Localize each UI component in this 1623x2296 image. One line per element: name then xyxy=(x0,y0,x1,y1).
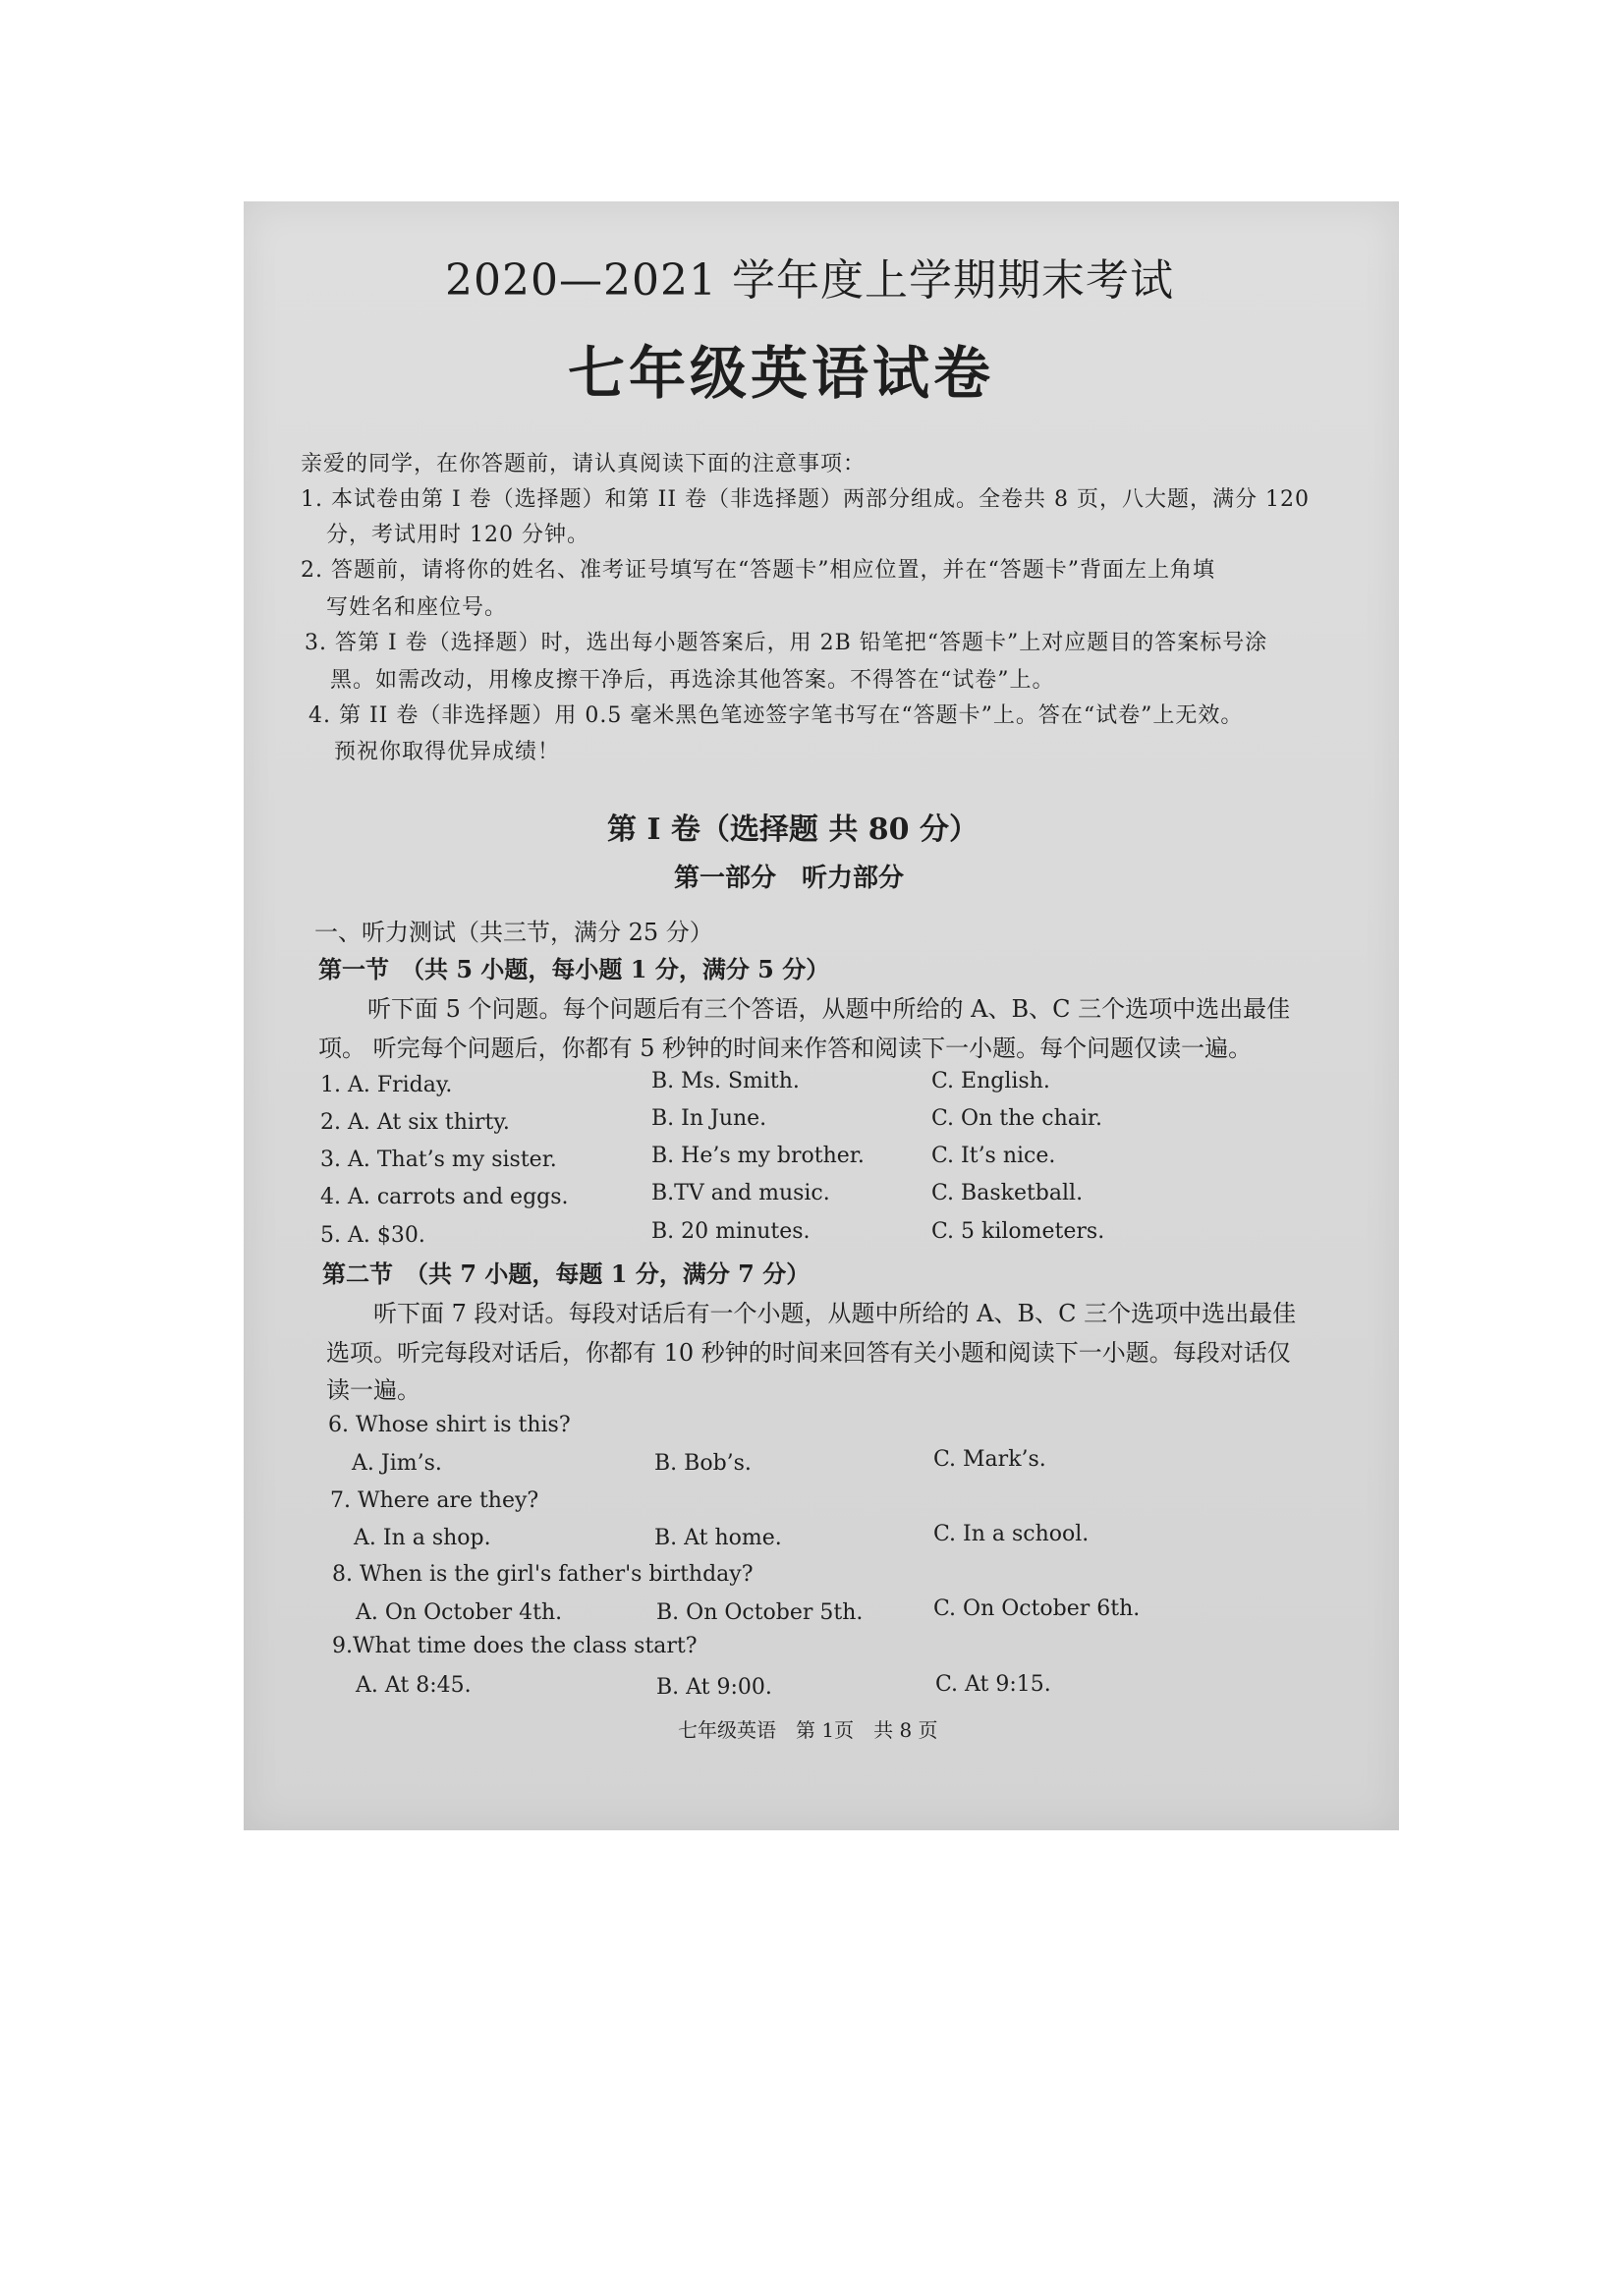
instruction-3-cont: 黑。如需改动，用橡皮擦干净后，再选涂其他答案。不得答在“试卷”上。 xyxy=(330,668,1055,693)
option-b: B. At home. xyxy=(654,1526,782,1550)
section2-directions-cont: 选项。听完每段对话后，你都有 10 秒钟的时间来回答有关小题和阅读下一小题。每段对话仅 xyxy=(326,1339,1291,1367)
option-b: B. 20 minutes. xyxy=(651,1219,811,1244)
option-a: A. Jim’s. xyxy=(352,1451,442,1476)
option-c: C. At 9:15. xyxy=(935,1672,1051,1697)
option-c: C. On October 6th. xyxy=(933,1596,1141,1621)
option-c: C. On the chair. xyxy=(931,1106,1102,1131)
option-a: A. At 8:45. xyxy=(356,1673,472,1698)
instruction-4-cont: 预祝你取得优异成绩！ xyxy=(334,740,561,764)
option-a: 4. A. carrots and eggs. xyxy=(320,1185,569,1209)
question-stem: 6. Whose shirt is this? xyxy=(328,1413,571,1437)
option-c: C. Basketball. xyxy=(931,1181,1084,1205)
section1-directions: 听下面 5 个问题。每个问题后有三个答语，从题中所给的 A、B、C 三个选项中选出最佳 xyxy=(367,995,1291,1023)
part1-subtitle: 第一部分 听力部分 xyxy=(674,864,905,893)
instruction-3: 3. 答第 I 卷（选择题）时，选出每小题答案后，用 2B 铅笔把“答题卡”上对应题目的答案标号涂 xyxy=(305,631,1268,655)
option-c: C. 5 kilometers. xyxy=(931,1219,1105,1244)
question-stem: 7. Where are they? xyxy=(330,1488,539,1513)
option-b: B. In June. xyxy=(651,1106,767,1131)
section2-heading: 第二节 （共 7 小题，每题 1 分，满分 7 分） xyxy=(322,1260,811,1288)
question-stem: 9.What time does the class start? xyxy=(332,1634,698,1658)
section2-directions-end: 读一遍。 xyxy=(326,1376,420,1404)
option-b: B. Bob’s. xyxy=(654,1451,752,1476)
option-a: 1. A. Friday. xyxy=(320,1073,453,1097)
option-b: B. Ms. Smith. xyxy=(651,1069,800,1093)
option-c: C. It’s nice. xyxy=(931,1144,1056,1168)
part1-title: 第 I 卷（选择题 共 80 分） xyxy=(607,812,979,847)
instruction-2: 2. 答题前，请将你的姓名、准考证号填写在“答题卡”相应位置，并在“答题卡”背面左上角填 xyxy=(301,558,1215,583)
question-stem: 8. When is the girl's father's birthday? xyxy=(332,1562,754,1587)
option-c: C. In a school. xyxy=(933,1522,1090,1546)
exam-title: 2020—2021 学年度上学期期末考试 xyxy=(445,255,1174,306)
section1-directions-cont: 项。 听完每个问题后，你都有 5 秒钟的时间来作答和阅读下一小题。每个问题仅读一遍。 xyxy=(318,1035,1253,1062)
instructions-intro: 亲爱的同学，在你答题前，请认真阅读下面的注意事项： xyxy=(301,452,867,476)
instruction-4: 4. 第 II 卷（非选择题）用 0.5 毫米黑色笔迹签字笔书写在“答题卡”上。答在“试卷”上无效。 xyxy=(308,703,1244,728)
option-b: B. At 9:00. xyxy=(656,1675,772,1700)
option-a: 5. A. $30. xyxy=(320,1223,425,1248)
option-c: C. Mark’s. xyxy=(933,1447,1046,1472)
instruction-1: 1. 本试卷由第 I 卷（选择题）和第 II 卷（非选择题）两部分组成。全卷共 8 页，八大题，满分 120 xyxy=(301,487,1310,512)
option-a: A. On October 4th. xyxy=(356,1600,563,1625)
option-a: 3. A. That’s my sister. xyxy=(320,1148,557,1172)
option-b: B.TV and music. xyxy=(651,1181,830,1205)
paper-title: 七年级英语试卷 xyxy=(568,340,995,407)
instruction-2-cont: 写姓名和座位号。 xyxy=(326,595,508,620)
section1-heading: 第一节 （共 5 小题，每小题 1 分，满分 5 分） xyxy=(318,955,830,983)
option-c: C. English. xyxy=(931,1069,1050,1093)
option-a: A. In a shop. xyxy=(354,1526,491,1550)
option-b: B. On October 5th. xyxy=(656,1600,864,1625)
option-a: 2. A. At six thirty. xyxy=(320,1110,510,1135)
exam-page xyxy=(244,201,1399,1830)
instruction-1-cont: 分，考试用时 120 分钟。 xyxy=(326,523,589,547)
listening-heading: 一、听力测试（共三节，满分 25 分） xyxy=(314,919,713,946)
section2-directions: 听下面 7 段对话。每段对话后有一个小题，从题中所给的 A、B、C 三个选项中选出最佳 xyxy=(373,1300,1297,1327)
page-footer: 七年级英语 第 1页 共 8 页 xyxy=(678,1718,938,1742)
option-b: B. He’s my brother. xyxy=(651,1144,865,1168)
